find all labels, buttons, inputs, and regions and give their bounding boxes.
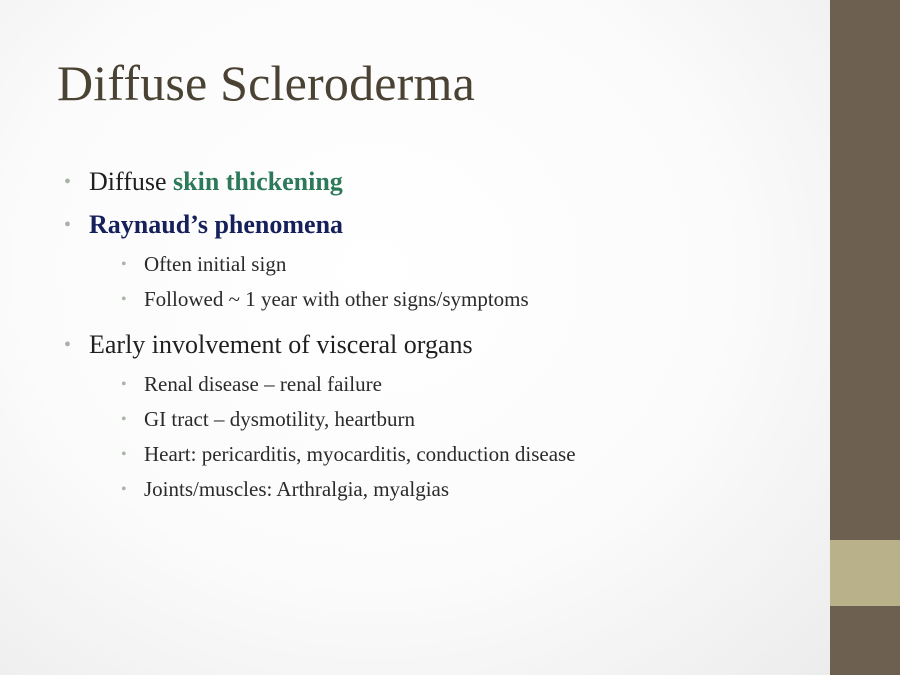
sub-bullet-text: Followed ~ 1 year with other signs/symptoms (144, 287, 529, 311)
sub-bullet-item (89, 437, 804, 472)
highlight-skin-thickening: skin thickening (173, 167, 343, 196)
sub-bullet-dot-icon: • (121, 411, 127, 428)
sub-bullet-text: Often initial sign (144, 252, 287, 276)
sub-bullet-text: Heart: pericarditis, myocarditis, conduction disease (144, 442, 576, 466)
sub-bullet-list (89, 247, 804, 317)
bullet-prefix-text: Diffuse (89, 167, 174, 196)
sub-bullet-dot-icon: • (121, 446, 127, 463)
sub-bullet-item (89, 282, 804, 317)
sub-bullet-text: GI tract – dysmotility, heartburn (144, 407, 415, 431)
sub-bullet-dot-icon: • (121, 376, 127, 393)
bullet-visceral-organs (64, 327, 804, 507)
sub-bullet-list (89, 367, 804, 507)
sub-bullet-dot-icon: • (121, 481, 127, 498)
sub-bullet-text: Joints/muscles: Arthralgia, myalgias (144, 477, 450, 501)
sub-bullet-item (89, 367, 804, 402)
bullet-text: Early involvement of visceral organs (89, 330, 473, 359)
sidebar-accent-block (830, 540, 900, 606)
bullet-raynauds (64, 207, 804, 317)
bullet-list (64, 164, 804, 507)
bullet-skin-thickening (64, 164, 804, 200)
sub-bullet-dot-icon: • (121, 256, 127, 273)
bullet-dot-icon: • (64, 214, 72, 236)
sub-bullet-text: Renal disease – renal failure (144, 372, 382, 396)
sub-bullet-dot-icon: • (121, 291, 127, 308)
highlight-raynauds: Raynaud’s phenomena (89, 210, 344, 239)
slide-title: Diffuse Scleroderma (57, 55, 476, 111)
bullet-dot-icon: • (64, 334, 72, 356)
bullet-dot-icon: • (64, 171, 72, 193)
sub-bullet-item (89, 472, 804, 507)
sub-bullet-item (89, 402, 804, 437)
sub-bullet-item (89, 247, 804, 282)
